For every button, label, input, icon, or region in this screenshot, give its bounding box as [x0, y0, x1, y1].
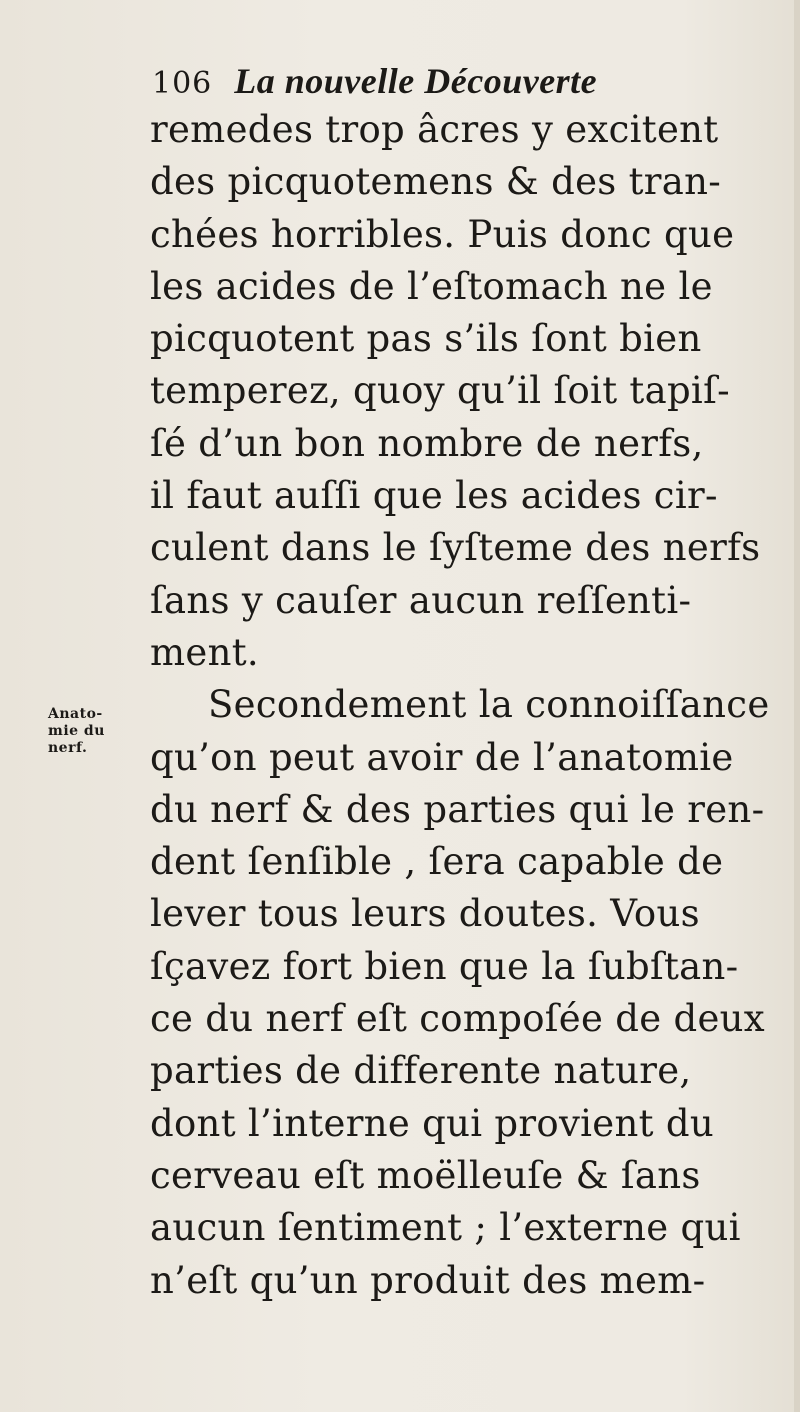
margin-note-line: mie du [48, 723, 105, 739]
text-line: cerveau eſt moëlleuſe & ſans [150, 1153, 701, 1197]
text-line: il faut auſſi que les acides cir- [150, 474, 718, 518]
running-head [152, 60, 597, 108]
text-line: ſans y cauſer aucun reſſenti- [150, 578, 692, 622]
body-text [150, 104, 790, 1307]
text-line: picquotent pas s’ils ſont bien [150, 317, 702, 361]
text-line: temperez, quoy qu’il ſoit tapiſ- [150, 369, 730, 413]
page-number: 106 [152, 66, 213, 101]
text-line: des picquotemens & des tran- [150, 160, 722, 204]
text-line: n’eſt qu’un produit des mem- [150, 1258, 706, 1302]
text-line: chées horribles. Puis donc que [150, 212, 735, 256]
text-line: lever tous leurs doutes. Vous [150, 892, 700, 936]
text-line: dent ſenſible , ſera capable de [150, 840, 724, 884]
text-line: ſé d’un bon nombre de nerfs, [150, 421, 704, 465]
paragraph-start-line: Secondement la connoiſſance [208, 683, 770, 727]
text-line: parties de differente nature, [150, 1049, 692, 1093]
text-line: ce du nerf eſt compoſée de deux [150, 997, 765, 1041]
text-line: du nerf & des parties qui le ren- [150, 787, 765, 831]
text-line: remedes trop âcres y excitent [150, 108, 719, 151]
text-line: ment. [150, 630, 259, 674]
margin-note [48, 706, 148, 757]
text-line: les acides de l’eſtomach ne le [150, 264, 713, 308]
running-title: La nouvelle Découverte [234, 61, 598, 101]
page-edge [794, 0, 800, 1412]
text-line: qu’on peut avoir de l’anatomie [150, 735, 734, 779]
text-line: dont l’interne qui provient du [150, 1101, 714, 1145]
text-line: culent dans le ſyſteme des nerfs [150, 526, 761, 570]
text-line: aucun ſentiment ; l’externe qui [150, 1206, 741, 1250]
text-line: ſçavez fort bien que la ſubſtan- [150, 944, 739, 988]
margin-note-line: nerf. [48, 740, 88, 756]
margin-note-line: Anato- [48, 706, 103, 722]
